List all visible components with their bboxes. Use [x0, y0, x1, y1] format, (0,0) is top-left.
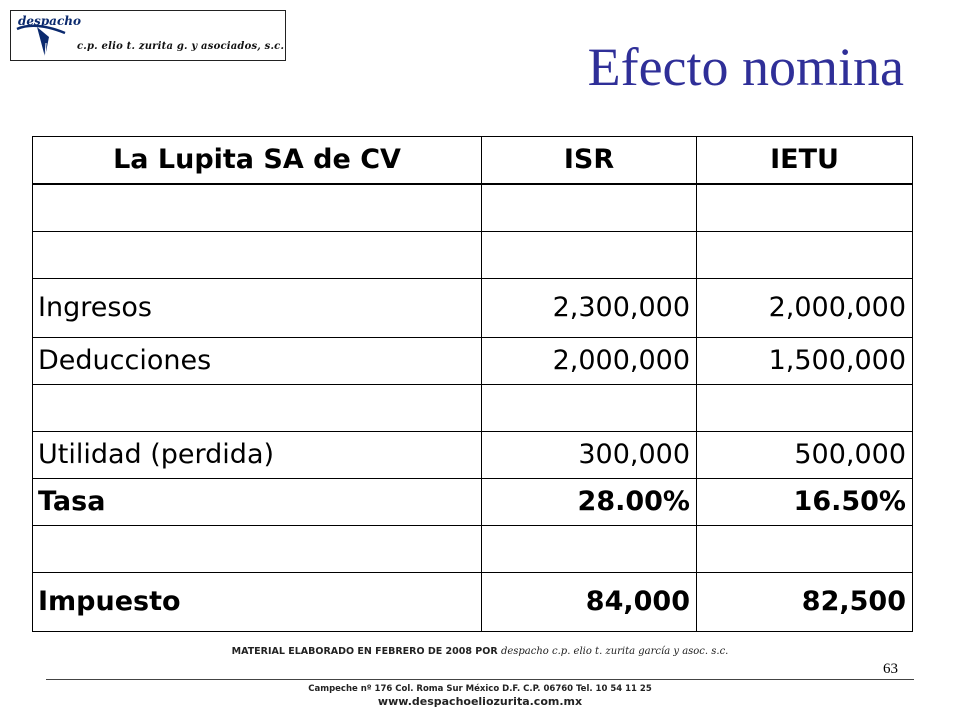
row-label: Impuesto	[33, 573, 482, 632]
isr-value: 84,000	[482, 573, 697, 632]
isr-value: 300,000	[482, 432, 697, 479]
table-row	[33, 184, 913, 232]
slide-title: Efecto nomina	[587, 37, 904, 97]
table-row	[33, 279, 913, 338]
isr-value	[482, 526, 697, 573]
row-label: Tasa	[33, 479, 482, 526]
row-label: Ingresos	[33, 279, 482, 338]
isr-value	[482, 385, 697, 432]
header-company: La Lupita SA de CV	[33, 137, 482, 185]
ietu-value	[697, 526, 913, 573]
footer-divider	[46, 679, 914, 680]
tax-comparison-table	[32, 136, 913, 632]
isr-value: 2,300,000	[482, 279, 697, 338]
ietu-value: 16.50%	[697, 479, 913, 526]
firm-logo	[10, 10, 286, 61]
table-row	[33, 479, 913, 526]
row-label	[33, 232, 482, 279]
isr-value	[482, 232, 697, 279]
footer-website: www.despachoeliozurita.com.mx	[377, 695, 583, 708]
footer-address: Campeche nº 176 Col. Roma Sur México D.F. C.P. 06760 Tel. 10 54 11 25	[308, 684, 652, 694]
table-header-row	[33, 137, 913, 185]
logo-firm-name: c.p. elio t. zurita g. y asociados, s.c.	[77, 41, 285, 52]
table-row	[33, 432, 913, 479]
row-label: Deducciones	[33, 338, 482, 385]
row-label: Utilidad (perdida)	[33, 432, 482, 479]
footer-credit-text: MATERIAL ELABORADO EN FEBRERO DE 2008 POR	[231, 646, 498, 657]
header-ietu: IETU	[697, 137, 913, 185]
table-row	[33, 385, 913, 432]
table-row	[33, 232, 913, 279]
ietu-value	[697, 232, 913, 279]
ietu-value: 2,000,000	[697, 279, 913, 338]
logo-pen-icon	[15, 23, 75, 59]
ietu-value: 1,500,000	[697, 338, 913, 385]
ietu-value: 82,500	[697, 573, 913, 632]
table-row	[33, 573, 913, 632]
isr-value: 2,000,000	[482, 338, 697, 385]
header-isr: ISR	[482, 137, 697, 185]
table-row	[33, 526, 913, 573]
row-label	[33, 526, 482, 573]
logo-wordmark: despacho	[18, 14, 81, 28]
isr-value	[482, 184, 697, 232]
page-number: 63	[883, 661, 898, 677]
ietu-value	[697, 385, 913, 432]
row-label	[33, 385, 482, 432]
table-row	[33, 338, 913, 385]
ietu-value: 500,000	[697, 432, 913, 479]
footer-credit-firm: despacho c.p. elio t. zurita garcía y asoc. s.c.	[500, 646, 729, 657]
footer-credit	[0, 646, 960, 657]
ietu-value	[697, 184, 913, 232]
isr-value: 28.00%	[482, 479, 697, 526]
row-label	[33, 184, 482, 232]
